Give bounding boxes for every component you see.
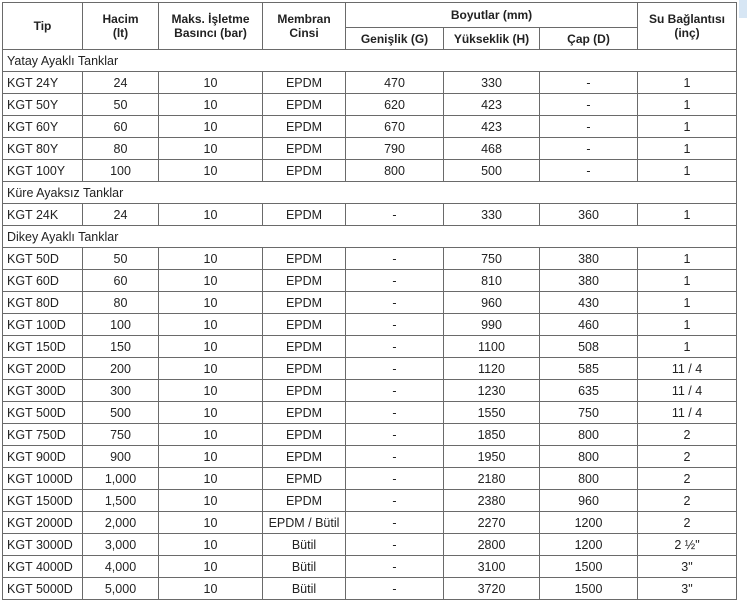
table-cell: 24 [83,204,159,226]
section-title: Yatay Ayaklı Tanklar [3,50,737,72]
table-cell: EPDM [263,72,346,94]
table-cell: 2 [638,512,737,534]
header-tip: Tip [3,3,83,50]
table-cell: 1230 [444,380,540,402]
table-cell: EPDM [263,490,346,512]
table-cell: 10 [159,138,263,160]
table-cell: EPDM [263,446,346,468]
table-cell: - [346,556,444,578]
table-cell: - [346,204,444,226]
table-cell: KGT 100Y [3,160,83,182]
table-cell: 990 [444,314,540,336]
section-title: Küre Ayaksız Tanklar [3,182,737,204]
table-cell: 1 [638,138,737,160]
table-cell: 11 / 4 [638,380,737,402]
table-row [3,468,737,490]
table-row [3,490,737,512]
table-cell: EPDM [263,270,346,292]
table-cell: 150 [83,336,159,358]
table-cell: 10 [159,160,263,182]
table-cell: KGT 50Y [3,94,83,116]
table-cell: 468 [444,138,540,160]
table-cell: KGT 3000D [3,534,83,556]
table-cell: 1 [638,270,737,292]
table-cell: 670 [346,116,444,138]
table-cell: 3" [638,556,737,578]
table-cell: KGT 80Y [3,138,83,160]
section-title: Dikey Ayaklı Tanklar [3,226,737,248]
table-cell: 800 [540,446,638,468]
table-cell: 200 [83,358,159,380]
table-cell: 10 [159,534,263,556]
table-cell: - [540,160,638,182]
table-cell: 380 [540,270,638,292]
table-cell: 50 [83,248,159,270]
table-cell: KGT 300D [3,380,83,402]
table-cell: 800 [540,424,638,446]
table-cell: KGT 4000D [3,556,83,578]
table-row [3,336,737,358]
table-cell: 1 [638,248,737,270]
corner-tab [739,0,747,18]
table-cell: 10 [159,424,263,446]
table-cell: 1 [638,160,737,182]
table-cell: 635 [540,380,638,402]
table-cell: - [346,336,444,358]
header-su-baglantisi: Su Bağlantısı (inç) [638,3,737,50]
header-basinc: Maks. İşletme Basıncı (bar) [159,3,263,50]
table-cell: KGT 750D [3,424,83,446]
table-cell: 2 [638,446,737,468]
table-cell: 1 [638,314,737,336]
table-cell: 10 [159,468,263,490]
table-cell: 508 [540,336,638,358]
table-cell: 80 [83,292,159,314]
table-row [3,270,737,292]
table-cell: 810 [444,270,540,292]
header-cap: Çap (D) [540,28,638,50]
table-cell: - [346,446,444,468]
table-cell: EPDM [263,292,346,314]
table-row [3,512,737,534]
table-cell: 10 [159,336,263,358]
table-row [3,160,737,182]
table-cell: 1120 [444,358,540,380]
header-hacim: Hacim (lt) [83,3,159,50]
table-cell: 500 [83,402,159,424]
table-cell: 1500 [540,578,638,600]
table-cell: Bütil [263,534,346,556]
table-cell: - [540,138,638,160]
section-row [3,50,737,72]
table-cell: KGT 900D [3,446,83,468]
table-cell: 1200 [540,534,638,556]
table-cell: 10 [159,556,263,578]
table-cell: KGT 200D [3,358,83,380]
table-cell: 10 [159,380,263,402]
table-cell: 2 [638,468,737,490]
table-cell: 1550 [444,402,540,424]
header-membran: Membran Cinsi [263,3,346,50]
table-cell: - [346,358,444,380]
table-row [3,446,737,468]
table-cell: 10 [159,270,263,292]
table-row [3,94,737,116]
table-body [3,50,737,600]
table-cell: EPDM [263,116,346,138]
table-cell: 460 [540,314,638,336]
table-cell: 750 [540,402,638,424]
table-cell: 750 [83,424,159,446]
table-cell: 2800 [444,534,540,556]
table-cell: 10 [159,358,263,380]
table-cell: EPMD [263,468,346,490]
table-cell: 470 [346,72,444,94]
table-cell: 10 [159,578,263,600]
table-cell: 10 [159,204,263,226]
table-cell: 60 [83,270,159,292]
table-cell: 60 [83,116,159,138]
table-cell: - [346,468,444,490]
table-cell: 10 [159,116,263,138]
table-cell: EPDM [263,380,346,402]
table-cell: 3,000 [83,534,159,556]
table-cell: 3" [638,578,737,600]
table-cell: 500 [444,160,540,182]
table-cell: 1950 [444,446,540,468]
table-cell: - [346,248,444,270]
table-cell: - [346,578,444,600]
table-cell: - [346,402,444,424]
table-row [3,138,737,160]
table-cell: 10 [159,314,263,336]
table-row [3,380,737,402]
table-cell: 1200 [540,512,638,534]
table-cell: 1,500 [83,490,159,512]
table-cell: 10 [159,72,263,94]
table-cell: 100 [83,160,159,182]
table-row [3,534,737,556]
table-cell: 1 [638,292,737,314]
table-cell: 10 [159,490,263,512]
table-cell: 900 [83,446,159,468]
table-cell: 1 [638,94,737,116]
table-cell: 10 [159,402,263,424]
table-cell: 800 [540,468,638,490]
table-cell: 3100 [444,556,540,578]
table-cell: 24 [83,72,159,94]
table-cell: 960 [540,490,638,512]
header-genislik: Genişlik (G) [346,28,444,50]
table-cell: 1 [638,336,737,358]
table-cell: 2,000 [83,512,159,534]
table-row [3,116,737,138]
table-cell: 2180 [444,468,540,490]
table-cell: 50 [83,94,159,116]
table-cell: KGT 24K [3,204,83,226]
table-cell: 1100 [444,336,540,358]
table-cell: 80 [83,138,159,160]
table-cell: EPDM [263,424,346,446]
table-cell: 2 ½" [638,534,737,556]
table-cell: 800 [346,160,444,182]
table-cell: 585 [540,358,638,380]
table-row [3,556,737,578]
table-row [3,358,737,380]
table-cell: 380 [540,248,638,270]
table-cell: EPDM [263,160,346,182]
table-cell: 4,000 [83,556,159,578]
table-cell: 1850 [444,424,540,446]
table-cell: KGT 100D [3,314,83,336]
table-cell: EPDM [263,204,346,226]
table-cell: KGT 5000D [3,578,83,600]
table-cell: KGT 24Y [3,72,83,94]
table-cell: KGT 60Y [3,116,83,138]
table-cell: EPDM [263,94,346,116]
table-cell: EPDM [263,336,346,358]
table-cell: 2380 [444,490,540,512]
table-cell: Bütil [263,578,346,600]
tank-spec-table [2,2,737,600]
table-cell: - [346,534,444,556]
table-cell: EPDM [263,248,346,270]
table-cell: 360 [540,204,638,226]
table-cell: 330 [444,72,540,94]
table-cell: KGT 150D [3,336,83,358]
table-cell: 1,000 [83,468,159,490]
table-cell: KGT 2000D [3,512,83,534]
table-cell: - [540,72,638,94]
section-row [3,182,737,204]
table-cell: 423 [444,94,540,116]
table-cell: 10 [159,94,263,116]
table-row [3,72,737,94]
table-row [3,402,737,424]
table-cell: KGT 1500D [3,490,83,512]
table-row [3,314,737,336]
table-cell: 1 [638,72,737,94]
table-cell: 1500 [540,556,638,578]
table-cell: 2270 [444,512,540,534]
table-cell: - [346,314,444,336]
table-cell: KGT 80D [3,292,83,314]
table-cell: 300 [83,380,159,402]
table-cell: 3720 [444,578,540,600]
table-cell: - [540,94,638,116]
table-cell: EPDM [263,402,346,424]
table-cell: 620 [346,94,444,116]
table-cell: - [346,380,444,402]
header-yukseklik: Yükseklik (H) [444,28,540,50]
table-cell: 330 [444,204,540,226]
table-cell: 10 [159,248,263,270]
table-cell: 750 [444,248,540,270]
table-cell: 5,000 [83,578,159,600]
table-cell: 960 [444,292,540,314]
table-cell: 10 [159,292,263,314]
table-cell: KGT 50D [3,248,83,270]
table-cell: EPDM / Bütil [263,512,346,534]
table-row [3,578,737,600]
table-cell: 423 [444,116,540,138]
table-cell: KGT 60D [3,270,83,292]
table-cell: KGT 1000D [3,468,83,490]
table-cell: 11 / 4 [638,402,737,424]
table-cell: - [540,116,638,138]
table-cell: KGT 500D [3,402,83,424]
table-cell: 790 [346,138,444,160]
table-cell: 10 [159,446,263,468]
table-row [3,424,737,446]
table-cell: - [346,424,444,446]
table-cell: 1 [638,116,737,138]
table-cell: 1 [638,204,737,226]
header-boyutlar: Boyutlar (mm) [346,3,638,28]
table-cell: - [346,490,444,512]
table-cell: 100 [83,314,159,336]
table-cell: EPDM [263,314,346,336]
table-row [3,248,737,270]
table-cell: EPDM [263,358,346,380]
table-cell: 430 [540,292,638,314]
table-cell: - [346,270,444,292]
table-cell: 2 [638,490,737,512]
table-cell: Bütil [263,556,346,578]
table-cell: 11 / 4 [638,358,737,380]
table-row [3,204,737,226]
table-cell: 10 [159,512,263,534]
table-cell: EPDM [263,138,346,160]
table-cell: - [346,292,444,314]
table-cell: 2 [638,424,737,446]
table-row [3,292,737,314]
section-row [3,226,737,248]
table-cell: - [346,512,444,534]
